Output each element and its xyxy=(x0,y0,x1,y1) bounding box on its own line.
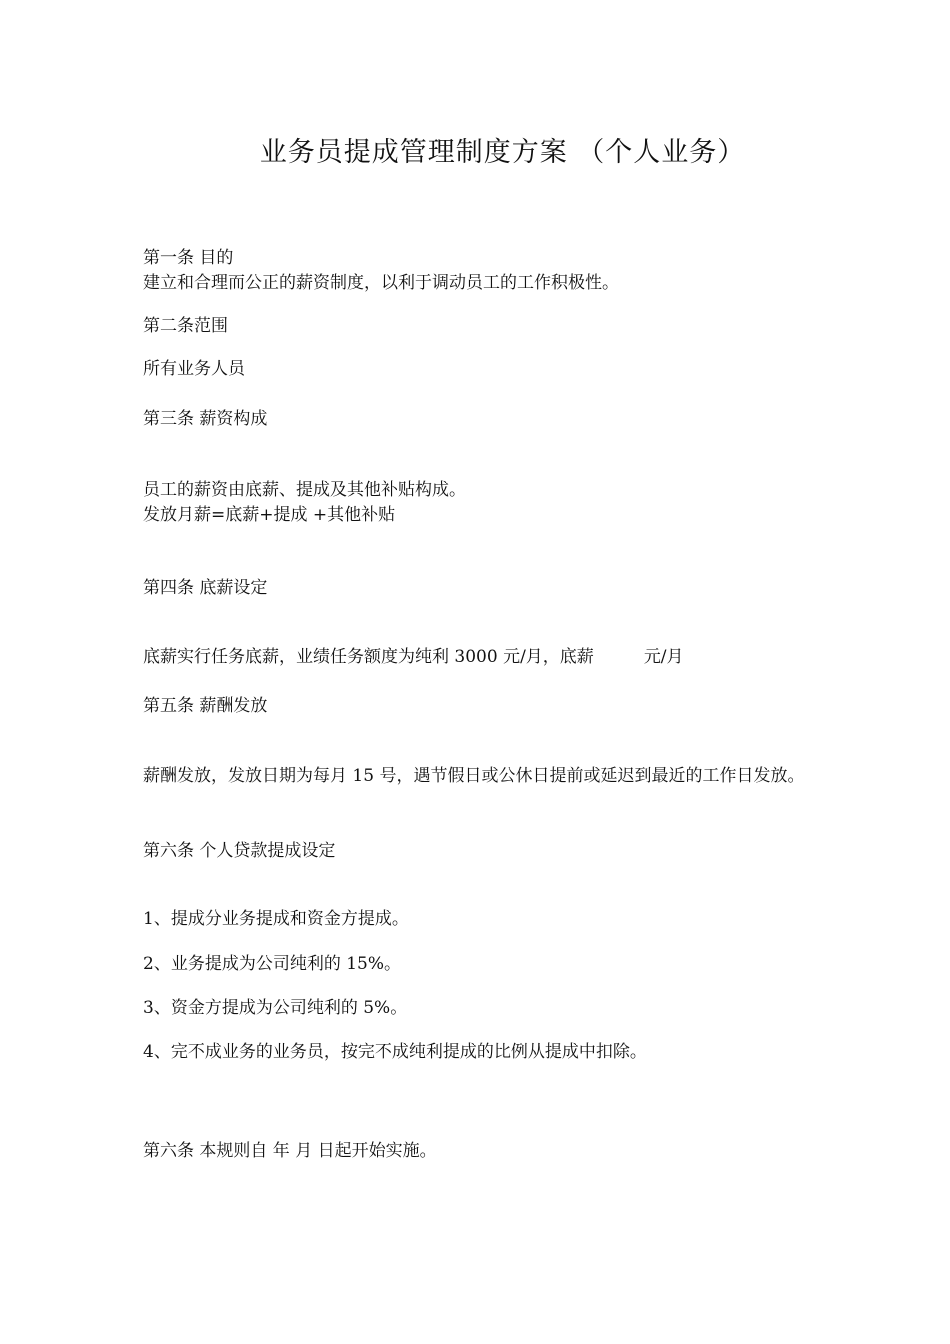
section-4-body-part-a: 底薪实行任务底薪，业绩任务额度为纯利 3000 元/月，底薪 xyxy=(143,647,594,667)
section-4-heading: 第四条 底薪设定 xyxy=(143,578,268,598)
document-title: 业务员提成管理制度方案 （个人业务） xyxy=(259,137,746,168)
section-7-text: 第六条 本规则自 年 月 日起开始实施。 xyxy=(143,1141,437,1161)
section-2-heading: 第二条范围 xyxy=(143,316,228,336)
section-3-line-2: 发放月薪=底薪+提成 +其他补贴 xyxy=(143,505,396,525)
list-item: 4、完不成业务的业务员，按完不成纯利提成的比例从提成中扣除。 xyxy=(143,1042,647,1062)
section-1-body: 建立和合理而公正的薪资制度，以利于调动员工的工作积极性。 xyxy=(143,273,619,293)
section-3-line-1: 员工的薪资由底薪、提成及其他补贴构成。 xyxy=(143,480,466,500)
section-4-body xyxy=(143,646,684,668)
list-item: 1、提成分业务提成和资金方提成。 xyxy=(143,909,409,929)
list-item: 2、业务提成为公司纯利的 15%。 xyxy=(143,954,402,974)
section-2-body: 所有业务人员 xyxy=(143,359,245,379)
list-item: 3、资金方提成为公司纯利的 5%。 xyxy=(143,998,408,1018)
section-5-heading: 第五条 薪酬发放 xyxy=(143,696,268,716)
section-6-heading: 第六条 个人贷款提成设定 xyxy=(143,841,336,861)
section-5-body: 薪酬发放，发放日期为每月 15 号，遇节假日或公休日提前或延迟到最近的工作日发放。 xyxy=(143,766,805,786)
section-3-heading: 第三条 薪资构成 xyxy=(143,409,268,429)
section-1-heading: 第一条 目的 xyxy=(143,248,234,268)
section-4-body-part-b: 元/月 xyxy=(643,647,684,667)
